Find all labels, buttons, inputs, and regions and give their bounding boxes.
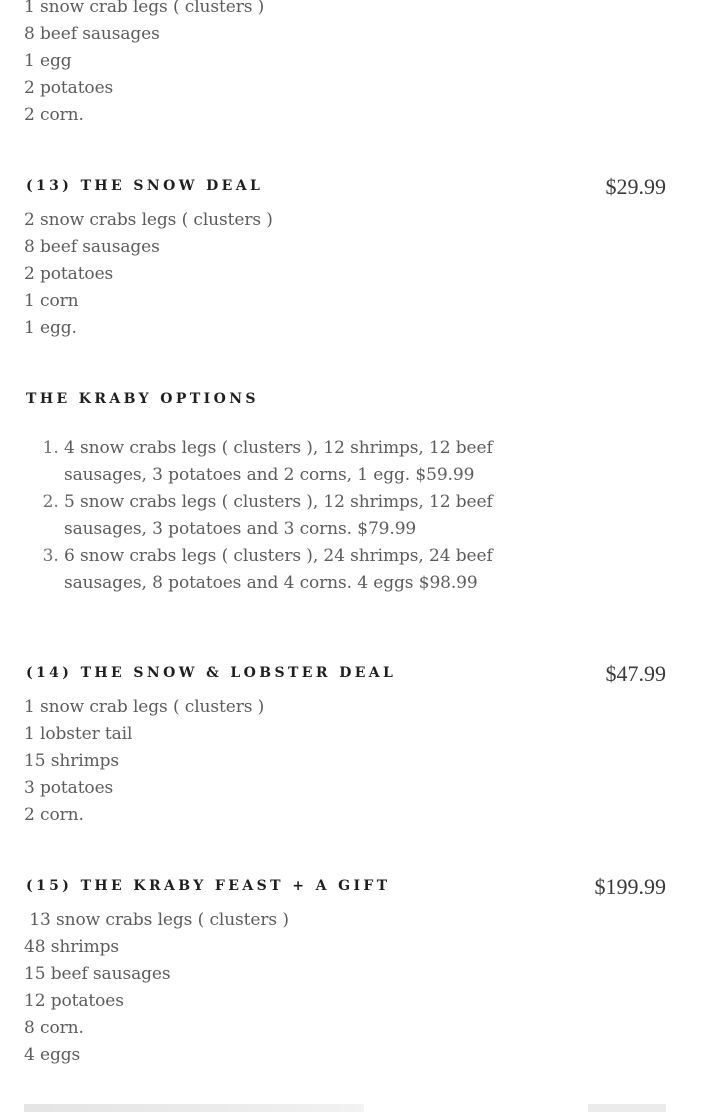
menu-item-title: (15) THE KRABY FEAST + A GIFT: [26, 878, 391, 894]
menu-line: 8 corn.: [24, 1018, 84, 1038]
menu-line: 2 potatoes: [24, 264, 114, 284]
menu-item-price: $47.99: [605, 661, 666, 686]
menu-line: 1 lobster tail: [24, 724, 133, 744]
menu-item-title: (14) THE SNOW & LOBSTER DEAL: [26, 665, 397, 681]
next-menu-item-title-cut: [24, 1104, 364, 1112]
list-item: 1. 4 snow crabs legs ( clusters ), 12 shrimps, 12 beef sausages, 3 potatoes and 2 corns, 1 egg. $59.99: [64, 435, 524, 489]
menu-item-price: $29.99: [605, 174, 666, 199]
menu-line: 15 shrimps: [24, 751, 119, 771]
menu-line: 12 potatoes: [24, 991, 124, 1011]
menu-line: 1 snow crab legs ( clusters ): [24, 0, 265, 17]
menu-line: 1 egg.: [24, 318, 77, 338]
menu-line: 2 potatoes: [24, 78, 114, 98]
menu-line: 8 beef sausages: [24, 24, 160, 44]
menu-line: 3 potatoes: [24, 778, 114, 798]
next-menu-item-price-cut: [588, 1104, 666, 1112]
options-list: [0, 435, 524, 597]
menu-line: 1 egg: [24, 51, 72, 71]
menu-line: 15 beef sausages: [24, 964, 171, 984]
menu-line: 1 corn: [24, 291, 79, 311]
list-item: 2. 5 snow crabs legs ( clusters ), 12 shrimps, 12 beef sausages, 3 potatoes and 3 corns. $79.99: [64, 489, 524, 543]
menu-item-title: (13) THE SNOW DEAL: [26, 178, 264, 194]
list-item: 3. 6 snow crabs legs ( clusters ), 24 shrimps, 24 beef sausages, 8 potatoes and 4 corns. 4 eggs $98.99: [64, 543, 524, 597]
menu-line: 4 eggs: [24, 1045, 81, 1065]
menu-line: 2 snow crabs legs ( clusters ): [24, 210, 273, 230]
menu-line: 8 beef sausages: [24, 237, 160, 257]
menu-line: 1 snow crab legs ( clusters ): [24, 697, 265, 717]
section-title: THE KRABY OPTIONS: [26, 391, 259, 407]
menu-line: 2 corn.: [24, 805, 84, 825]
menu-item-price: $199.99: [594, 874, 666, 899]
menu-line: 2 corn.: [24, 105, 84, 125]
menu-line: 13 snow crabs legs ( clusters ): [24, 910, 289, 930]
menu-line: 48 shrimps: [24, 937, 119, 957]
